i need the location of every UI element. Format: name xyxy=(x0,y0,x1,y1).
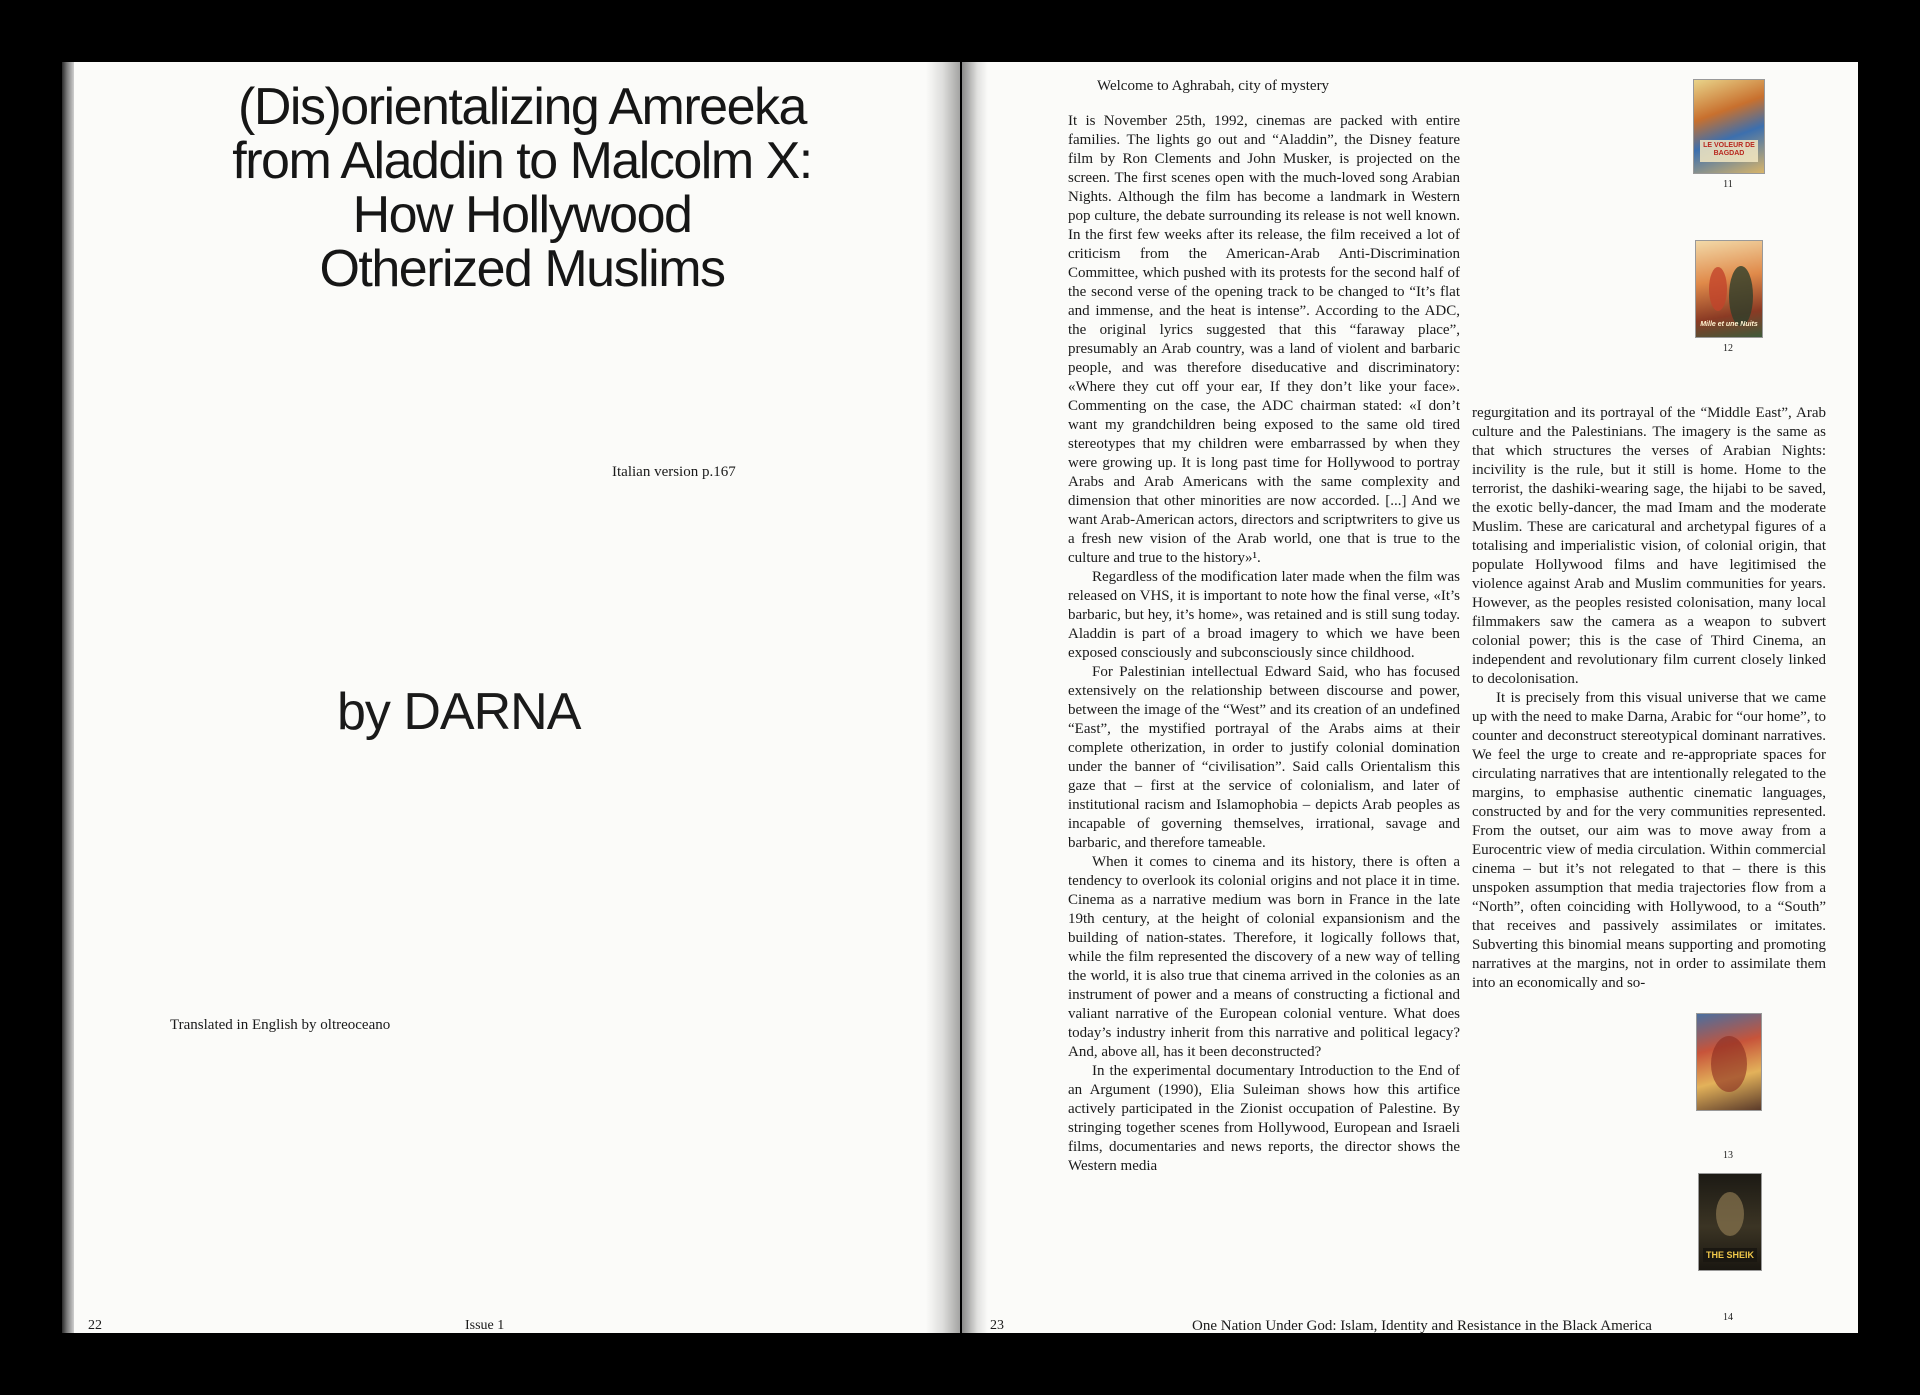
right-page xyxy=(962,62,1858,1333)
paragraph: Regardless of the modification later made when the film was released on VHS, it is important to note how the final verse, «It’s barbaric, but hey, it’s home», was retained and is still sung today. Aladdin is part of a broad imagery to which we have been exposed consciously and subconsciously since childhood. xyxy=(1068,569,1460,661)
figure-caption: 14 xyxy=(1723,1312,1733,1323)
film-poster-thumbnail xyxy=(1698,1173,1762,1271)
running-title: One Nation Under God: Islam, Identity and Resistance in the Black America xyxy=(1192,1318,1652,1333)
paragraph: For Palestinian intellectual Edward Said, who has focused extensively on the relationship between discourse and power, between the image of the “West” and its creation of an undefined “East”, the mystified portrayal of the Arabs aims at their complete otherization, in order to justify colonial domination under the banner of “civilisation”. Said calls Orientalism this gaze that – first at the service of colonialism, and later of institutional racism and Islamophobia – depicts Arab peoples as incapable of governing themselves, irrational, savage and barbaric, and therefore tameable. xyxy=(1068,664,1460,851)
title-line: How Hollywood xyxy=(352,186,692,244)
poster-art xyxy=(1694,80,1764,173)
issue-label: Issue 1 xyxy=(465,1318,505,1333)
figure-caption: 13 xyxy=(1723,1150,1733,1161)
binding-edge xyxy=(62,62,74,1333)
paragraph: When it comes to cinema and its history, there is often a tendency to overlook its colonial origins and not place it in time. Cinema as a narrative medium was born in France in the late 19th century, at the height of colonial expansionism and the building of nation-states. Therefore, it logically follows that, while the film represented the discovery of a new way of telling the world, it is also true that cinema arrived in the colonies as an instrument of power and a means of constructing a fictional and valiant narrative of the European colonial venture. What does today’s industry inherit from this narrative and political legacy? And, above all, has it been deconstructed? xyxy=(1068,854,1460,1060)
section-heading: Welcome to Aghrabah, city of mystery xyxy=(1097,78,1330,94)
film-poster-thumbnail xyxy=(1696,1013,1762,1111)
left-page xyxy=(62,62,960,1333)
italian-version-note: Italian version p.167 xyxy=(612,464,736,480)
gutter-shadow xyxy=(926,62,960,1333)
page-number-left: 22 xyxy=(88,1318,102,1333)
film-poster-thumbnail xyxy=(1693,79,1765,174)
translation-credit: Translated in English by oltreoceano xyxy=(170,1017,391,1033)
body-column-2 xyxy=(1472,404,1826,993)
poster-title-text: LE VOLEUR DE BAGDAD xyxy=(1703,142,1755,157)
paragraph: regurgitation and its portrayal of the “Middle East”, Arab culture and the Palestinians. The imagery is the same as that which structures the verses of Arabian Nights: incivility is the rule, but it still is home. Home to the terrorist, the dashiki-wearing sage, the hijabi to be saved, the exotic belly-dancer, the mad Imam and the moderate Muslim. These are caricatural and archetypal figures of a totalising and imperialistic vision, of colonial origin, that populate Hollywood films and have legitimised the violence against Arab and Muslim communities for years. However, as the peoples resisted colonisation, many local filmmakers saw the camera as a weapon to subvert colonial power; this is the case of Third Cinema, an independent and revolutionary film current closely linked to decolonisation. xyxy=(1472,405,1826,687)
figure-caption: 11 xyxy=(1723,179,1733,190)
byline: by DARNA xyxy=(337,683,581,741)
film-poster-thumbnail xyxy=(1695,240,1763,338)
paragraph: It is November 25th, 1992, cinemas are packed with entire families. The lights go out and “Aladdin”, the Disney feature film by Ron Clements and John Musker, is projected on the screen. The first scenes open with the much-loved song Arabian Nights. Although the film has become a landmark in Western pop culture, the debate surrounding its release is not well known. In the first few weeks after its release, the film received a lot of criticism from the American-Arab Anti-Discrimination Committee, which pushed with its protests for the second half of the second verse of the opening track to be changed to “It’s flat and immense, and the heat is intense”. According to the ADC, the original lyrics suggested that this “faraway place”, presumably an Arab country, was a land of violent and barbaric people, and was therefore diseducative and discriminatory: «Where they cut off your ear, If they don’t like your face». Commenting on the case, the ADC chairman stated: «I don’t want my grandchildren being exposed to the same old tired stereotypes that my children were embarrassed by when they were growing up. It is long past time for Hollywood to portray Arabs and Arab Americans with the same complexity and dimension that other minorities are now accorded. [...] And we want Arab-American actors, directors and scriptwriters to give us a fresh new vision of the Arab world, one that is true to the culture and true to the history»¹. xyxy=(1068,113,1460,566)
poster-title-text: Mille et une Nuits xyxy=(1700,321,1758,328)
paragraph: It is precisely from this visual universe that we came up with the need to make Darna, Arabic for “our home”, to counter and deconstruct stereotypical dominant narratives. We feel the urge to create and re-appropriate spaces for circulating narratives that are intentionally relegated to the margins, to emphasise authentic cinematic languages, constructed by and for the very communities represented. From the outset, our aim was to move away from a Eurocentric view of media circulation. Within commercial cinema – but it’s not relegated to that – there is this unspoken assumption that media trajectories flow from a “North”, often coinciding with Hollywood, to a “South” that receives and passively assimilates or imitates. Subverting this binomial means supporting and promoting narratives at the margins, not in order to assimilate them into an economically and so- xyxy=(1472,690,1826,991)
body-column-1 xyxy=(1068,112,1460,1176)
article-title xyxy=(122,80,922,296)
paragraph: In the experimental documentary Introduction to the End of an Argument (1990), Elia Suleiman shows how this artifice actively participated in the Zionist occupation of Palestine. By stringing together scenes from Hollywood, European and Israeli films, documentaries and news reports, the director shows the Western media xyxy=(1068,1063,1460,1174)
page-number-right: 23 xyxy=(990,1318,1004,1333)
figure-caption: 12 xyxy=(1723,343,1733,354)
poster-art xyxy=(1697,1014,1761,1110)
title-line: Otherized Muslims xyxy=(319,240,725,298)
poster-title-text: THE SHEIK xyxy=(1705,1250,1754,1260)
title-line: from Aladdin to Malcolm X: xyxy=(232,132,812,190)
gutter-shadow xyxy=(962,62,988,1333)
title-line: (Dis)orientalizing Amreeka xyxy=(238,78,806,136)
